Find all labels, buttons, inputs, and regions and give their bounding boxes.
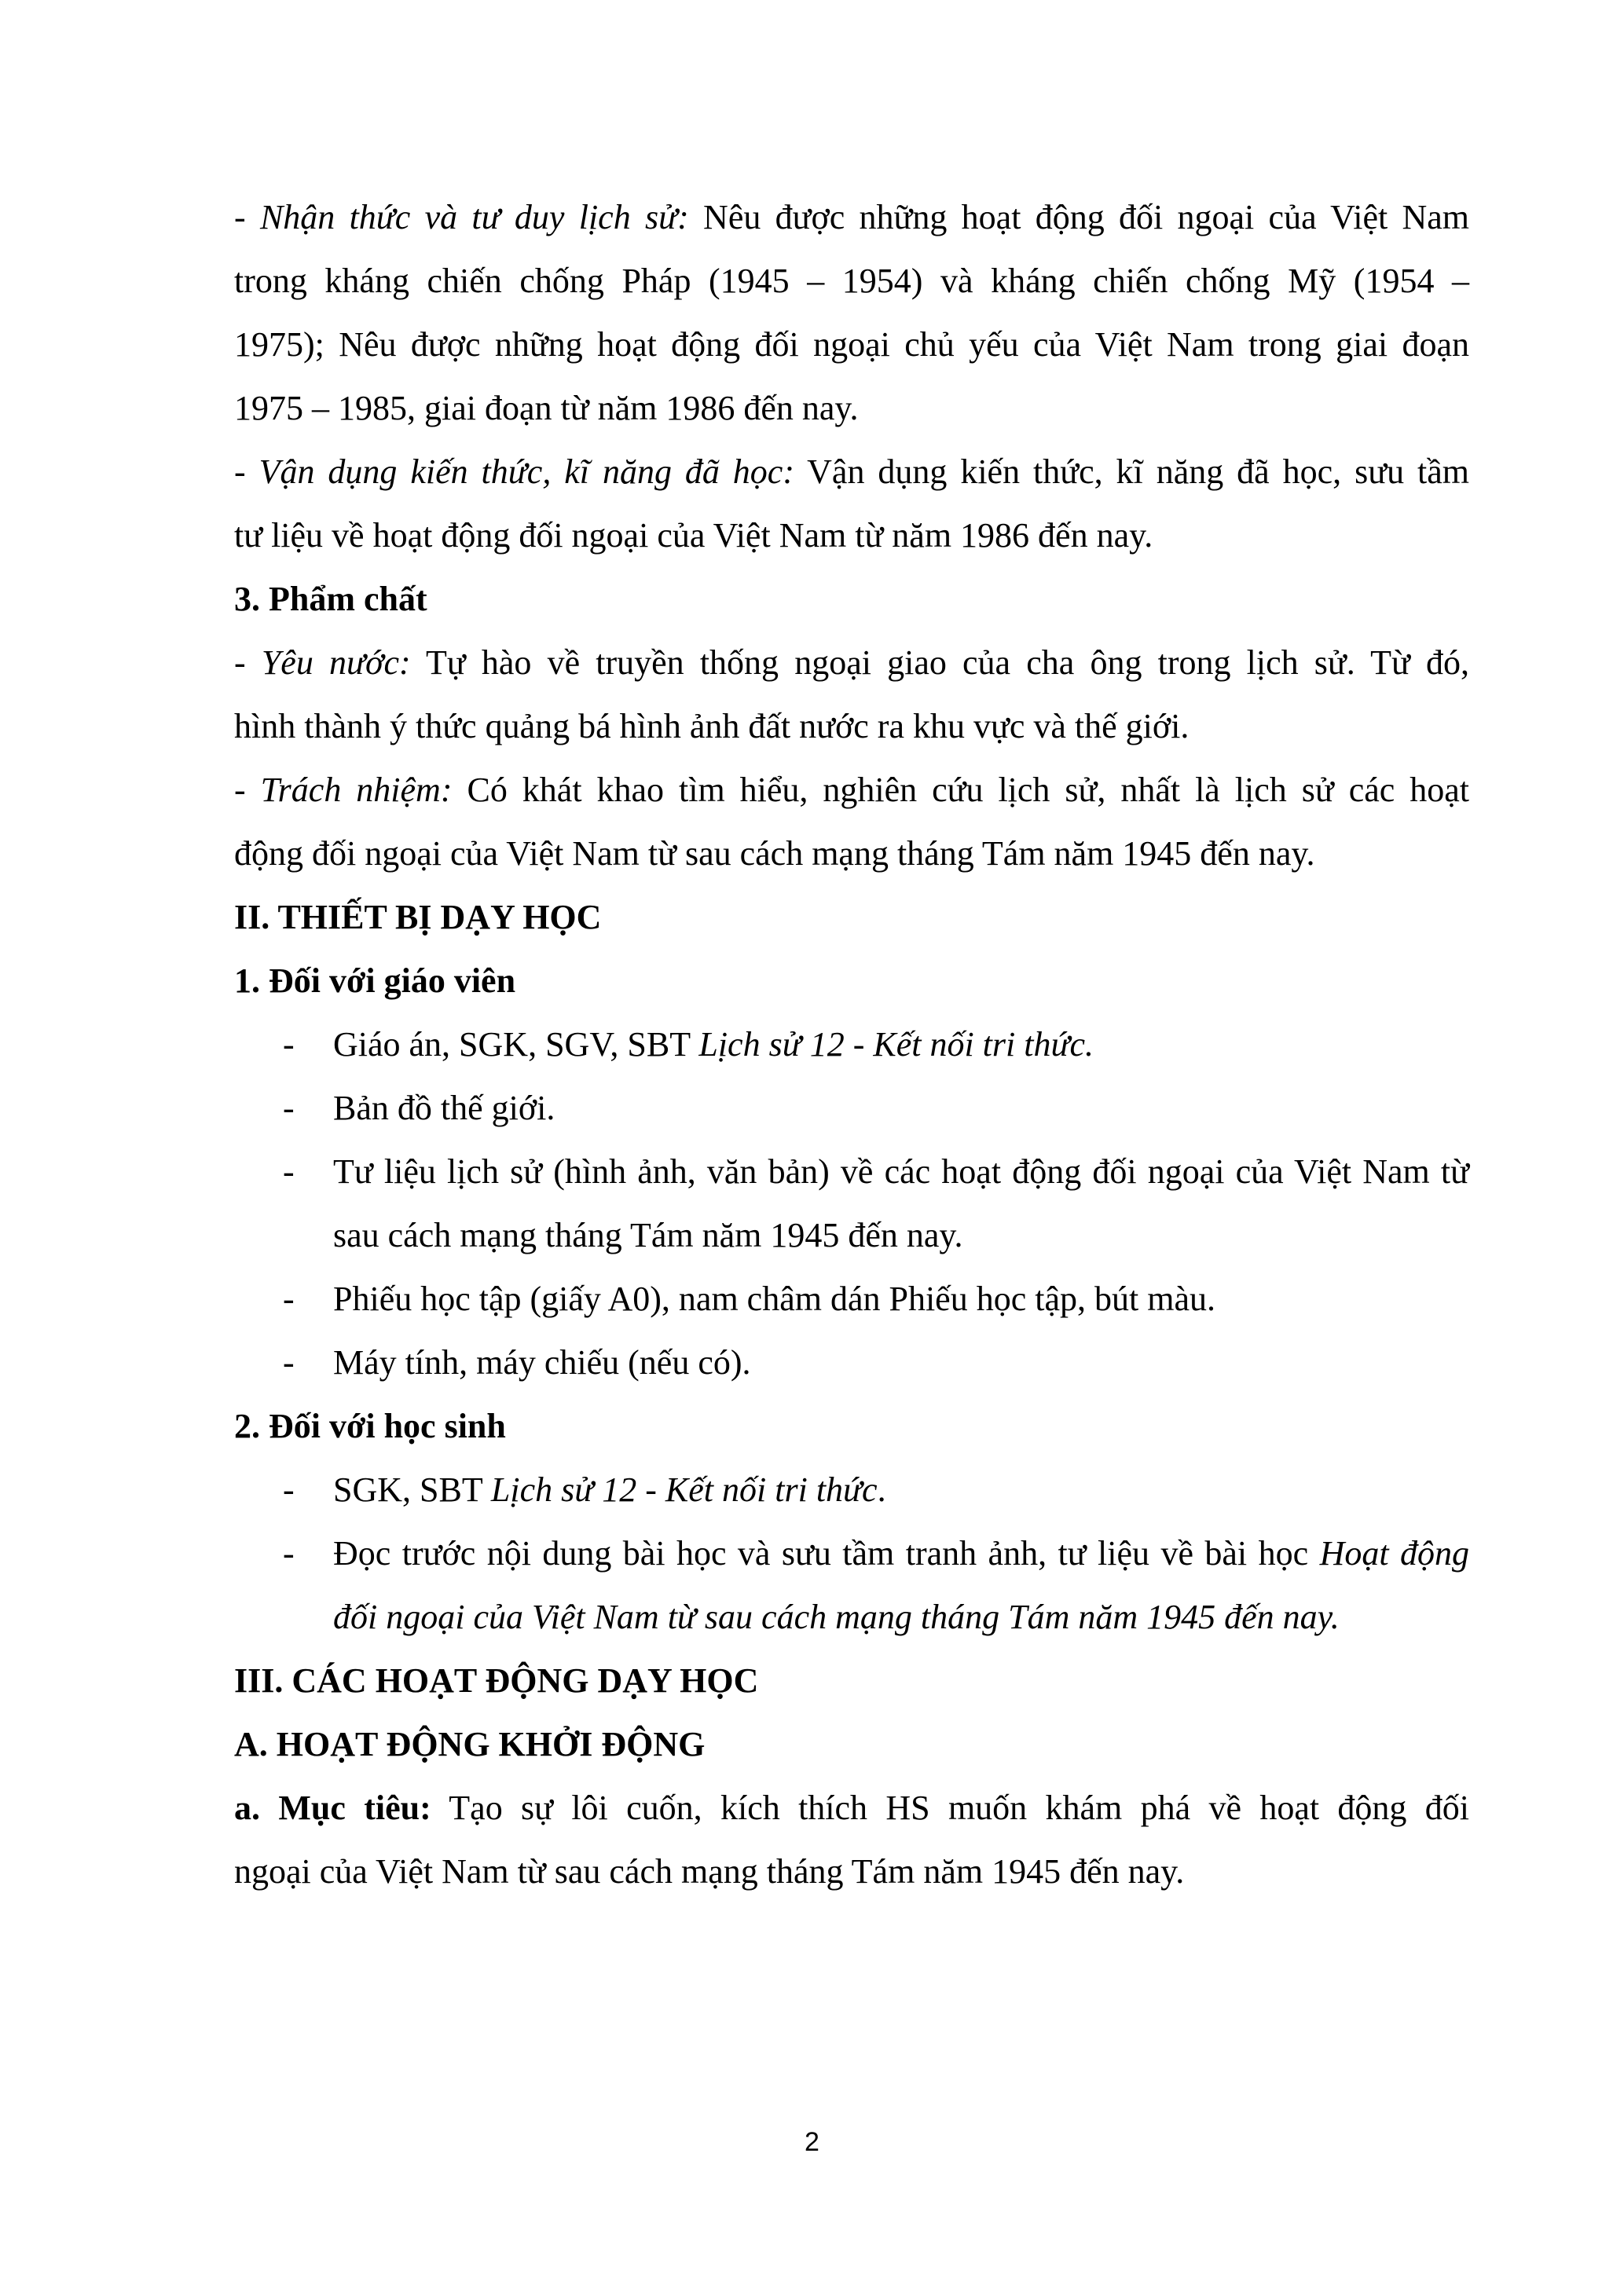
thinking-text: Nêu được những hoạt động đối ngoại của Việt Nam (703, 198, 1470, 236)
bullet-dash: - (283, 1089, 295, 1127)
item-italic: Lịch sử 12 - Kết nối tri thức (698, 1025, 1085, 1064)
bullet-dash: - (283, 1343, 295, 1382)
item-after: . (1085, 1025, 1094, 1064)
thinking-label: Nhận thức và tư duy lịch sử: (259, 198, 689, 236)
responsibility-label: Trách nhiệm: (260, 771, 453, 809)
apply-label: Vận dụng kiến thức, kĩ năng đã học: (258, 452, 794, 491)
warmup-heading: A. HOẠT ĐỘNG KHỞI ĐỘNG (234, 1725, 706, 1763)
student-heading: 2. Đối với học sinh (234, 1407, 506, 1445)
objective-text: Tạo sự lôi cuốn, kích thích HS muốn khám phá về hoạt động đối (449, 1789, 1469, 1827)
page-number: 2 (805, 2127, 819, 2157)
bullet-dash: - (283, 1025, 295, 1064)
teacher-item-3 (234, 1140, 1469, 1267)
teacher-item-1 (234, 1013, 1469, 1076)
teacher-item-4 (234, 1267, 1469, 1331)
item-italic: Hoạt động đối ngoại của Việt Nam từ sau cách mạng tháng Tám năm 1945 đến nay (333, 1534, 1469, 1636)
item-after: . (877, 1470, 886, 1509)
student-item-1 (234, 1458, 1469, 1522)
item-after: . (1330, 1598, 1340, 1636)
page-content (234, 185, 1469, 1903)
apply-text: Vận dụng kiến thức, kĩ năng đã học, sưu tầm (807, 452, 1469, 491)
item-italic: Lịch sử 12 - Kết nối tri thức (490, 1470, 878, 1509)
teacher-heading: 1. Đối với giáo viên (234, 961, 516, 1000)
apply-line-2: tư liệu về hoạt động đối ngoại của Việt Nam từ năm 1986 đến nay. (234, 516, 1153, 555)
qualities-heading: 3. Phẩm chất (234, 580, 427, 618)
item-text: SGK, SBT (333, 1470, 491, 1509)
patriotism-line-1 (234, 631, 1469, 694)
thinking-line-3: 1975); Nêu được những hoạt động đối ngoại chủ yếu của Việt Nam trong giai đoạn (234, 325, 1469, 364)
thinking-line-1 (234, 185, 1469, 249)
teacher-item-5 (234, 1331, 1469, 1394)
item-text: Đọc trước nội dung bài học và sưu tầm tranh ảnh, tư liệu về bài học (333, 1534, 1320, 1573)
patriotism-label: Yêu nước: (261, 643, 411, 682)
objective-label: a. Mục tiêu: (234, 1789, 431, 1827)
responsibility-line-2: động đối ngoại của Việt Nam từ sau cách mạng tháng Tám năm 1945 đến nay. (234, 834, 1315, 873)
apply-line-1 (234, 440, 1469, 504)
dash-prefix: - (234, 452, 259, 491)
bullet-dash: - (283, 1280, 295, 1318)
responsibility-line-1 (234, 758, 1469, 822)
dash-prefix: - (234, 198, 260, 236)
objective-line-2: ngoại của Việt Nam từ sau cách mạng tháng Tám năm 1945 đến nay. (234, 1852, 1185, 1891)
patriotism-text: Tự hào về truyền thống ngoại giao của cha ông trong lịch sử. Từ đó, (426, 643, 1469, 682)
item-text: Phiếu học tập (giấy A0), nam châm dán Phiếu học tập, bút màu. (333, 1280, 1215, 1318)
student-item-2 (234, 1522, 1469, 1649)
item-text: Bản đồ thế giới. (333, 1089, 555, 1127)
item-text: Tư liệu lịch sử (hình ảnh, văn bản) về các hoạt động đối ngoại của Việt Nam từ sau cách mạng tháng Tám năm 1945 đến nay. (333, 1152, 1469, 1254)
thinking-line-4: 1975 – 1985, giai đoạn từ năm 1986 đến nay. (234, 389, 859, 427)
patriotism-line-2: hình thành ý thức quảng bá hình ảnh đất nước ra khu vực và thế giới. (234, 707, 1190, 745)
teacher-item-2 (234, 1076, 1469, 1140)
responsibility-text: Có khát khao tìm hiểu, nghiên cứu lịch sử, nhất là lịch sử các hoạt (467, 771, 1470, 809)
bullet-dash: - (283, 1470, 295, 1509)
thinking-line-2: trong kháng chiến chống Pháp (1945 – 1954) và kháng chiến chống Mỹ (1954 – (234, 262, 1469, 300)
dash-prefix: - (234, 643, 262, 682)
bullet-dash: - (283, 1152, 295, 1191)
item-text: Máy tính, máy chiếu (nếu có). (333, 1343, 751, 1382)
bullet-dash: - (283, 1534, 295, 1573)
equipment-heading: II. THIẾT BỊ DẠY HỌC (234, 898, 602, 936)
item-text: Giáo án, SGK, SGV, SBT (333, 1025, 699, 1064)
activities-heading: III. CÁC HOẠT ĐỘNG DẠY HỌC (234, 1661, 759, 1700)
objective-line-1 (234, 1776, 1469, 1840)
dash-prefix: - (234, 771, 261, 809)
